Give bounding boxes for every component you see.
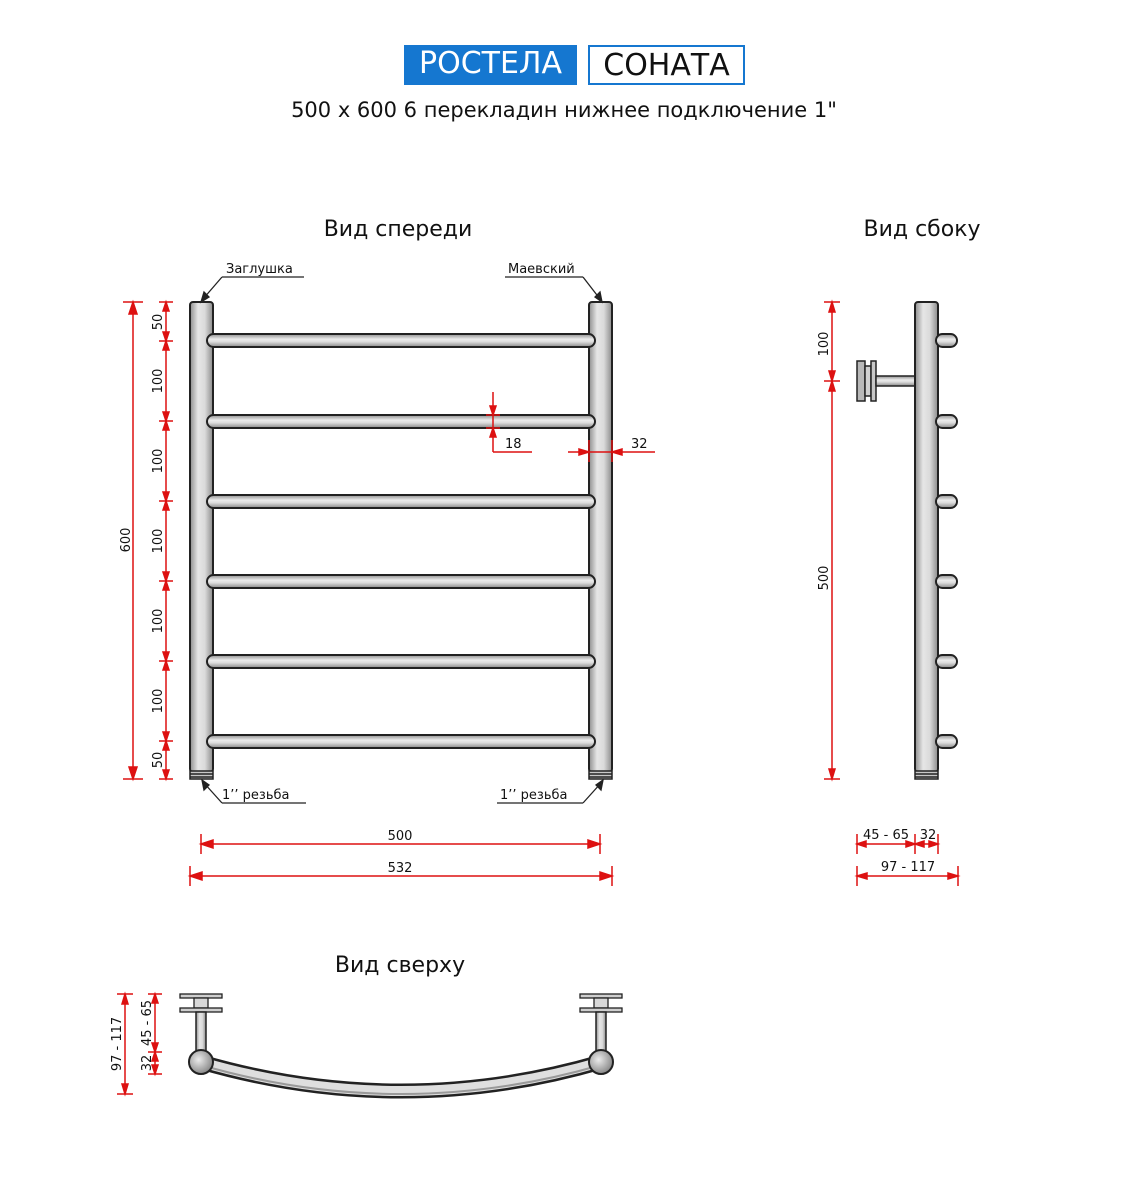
rung-stub xyxy=(936,735,957,748)
front-view xyxy=(190,262,612,803)
bracket-arm xyxy=(876,376,915,386)
rung-diameter-label: 18 xyxy=(505,437,522,452)
spacing-label: 50 xyxy=(151,751,166,769)
top-depth-label: 45 - 65 xyxy=(140,999,155,1047)
side-top-label: 100 xyxy=(817,331,832,357)
left-bracket-arm xyxy=(196,1012,206,1055)
top-view xyxy=(180,994,622,1094)
side-depth-label: 45 - 65 xyxy=(862,828,910,843)
rung xyxy=(207,575,595,588)
top-view-title: Вид сверху xyxy=(334,953,466,978)
right-pipe xyxy=(589,302,612,772)
rung xyxy=(207,655,595,668)
side-total-label: 97 - 117 xyxy=(880,860,936,875)
rung-stub xyxy=(936,334,957,347)
air-valve-label: Маевский xyxy=(508,262,575,277)
center-distance-label: 500 xyxy=(387,829,413,844)
right-pipe-end xyxy=(589,1050,613,1074)
rung xyxy=(207,415,595,428)
spacing-label: 100 xyxy=(151,688,166,714)
side-view-title: Вид сбоку xyxy=(863,217,981,242)
model-name: СОНАТА xyxy=(588,45,745,85)
left-pipe-end xyxy=(189,1050,213,1074)
rung xyxy=(207,735,595,748)
top-pipe-label: 32 xyxy=(140,1054,155,1072)
height-600-label: 600 xyxy=(119,527,134,553)
side-main-label: 500 xyxy=(817,565,832,591)
top-dimension-labels xyxy=(110,1000,155,1071)
plug-callout xyxy=(201,277,304,302)
wall-flange xyxy=(857,361,865,401)
front-view-title: Вид спереди xyxy=(323,217,473,242)
top-total-label: 97 - 117 xyxy=(110,1016,125,1072)
rung xyxy=(207,334,595,347)
overall-width-label: 532 xyxy=(387,861,413,876)
left-pipe xyxy=(190,302,213,772)
spacing-label: 100 xyxy=(151,528,166,554)
brand-logo: РОСТЕЛА xyxy=(404,45,577,85)
rung xyxy=(207,495,595,508)
side-view xyxy=(857,302,957,779)
plug-label: Заглушка xyxy=(226,262,293,277)
pipe-diameter-label: 32 xyxy=(631,437,648,452)
right-bracket-arm xyxy=(596,1012,606,1055)
air-valve-callout xyxy=(505,277,602,302)
thread-left-label: 1’’ резьба xyxy=(222,788,290,803)
side-pipe-label: 32 xyxy=(919,828,937,843)
left-thread xyxy=(190,771,213,779)
rung-stub xyxy=(936,415,957,428)
spacing-label: 50 xyxy=(151,313,166,331)
rung-stub xyxy=(936,495,957,508)
product-subtitle: 500 х 600 6 перекладин нижнее подключение 1" xyxy=(291,98,837,122)
side-pipe xyxy=(915,302,938,772)
thread-right-label: 1’’ резьба xyxy=(500,788,568,803)
rung-stub xyxy=(936,575,957,588)
spacing-label: 100 xyxy=(151,368,166,394)
rung-stub xyxy=(936,655,957,668)
spacing-label: 100 xyxy=(151,608,166,634)
spacing-label: 100 xyxy=(151,448,166,474)
right-thread xyxy=(589,771,612,779)
